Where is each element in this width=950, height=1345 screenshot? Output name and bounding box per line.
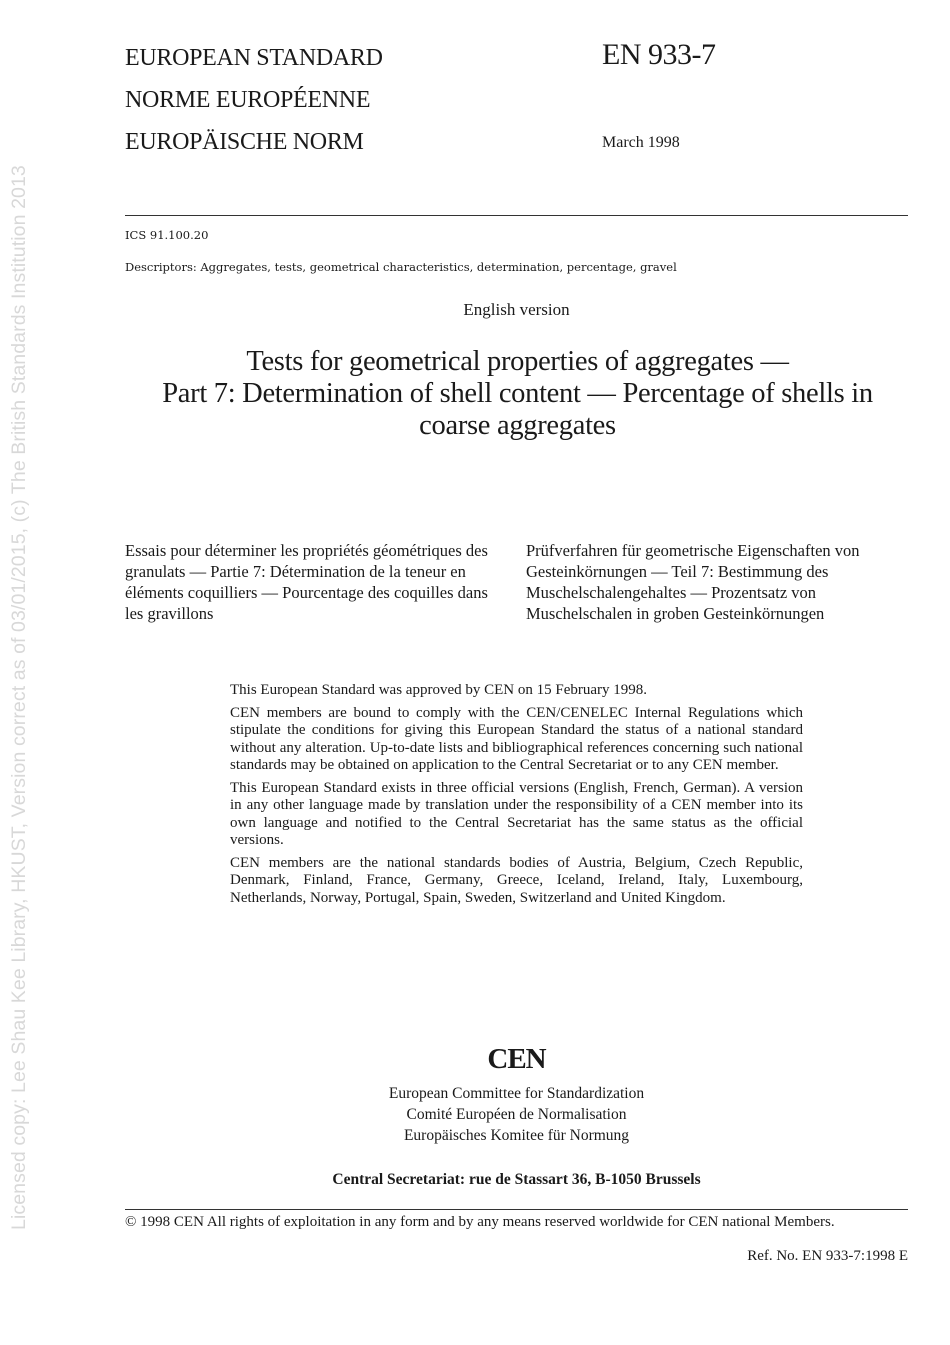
bottom-divider <box>125 1209 908 1210</box>
approval-notice <box>230 682 803 912</box>
reference-number: Ref. No. EN 933-7:1998 E <box>747 1248 908 1264</box>
secretariat-address: Central Secretariat: rue de Stassart 36, B-1050 Brussels <box>332 1171 701 1188</box>
standard-name-french: NORME EUROPÉENNE <box>125 87 371 113</box>
title-line-1: Tests for geometrical properties of aggregates — <box>246 346 789 377</box>
approval-paragraph: CEN members are bound to comply with the CEN/CENELEC Internal Regulations which stipulate the conditions for giving this European Standard the status of a national standard without any alteration. Up-to-date lists and bibliographical references concerning such national standards may be obtained on application to the Central Secretariat or to any CEN member. <box>230 704 803 773</box>
standard-name-german: EUROPÄISCHE NORM <box>125 129 364 155</box>
german-title: Prüfverfahren für geometrische Eigenschaften von Gesteinkörnungen — Teil 7: Bestimmung des Muschelschalengehaltes — Prozentsatz von Muschelschalen in groben Gesteinkörnungen <box>526 541 860 623</box>
title-line-3: coarse aggregates <box>419 410 616 441</box>
organization-names <box>0 1083 950 1146</box>
standard-name-english: EUROPEAN STANDARD <box>125 45 383 71</box>
french-title: Essais pour déterminer les propriétés géométriques des granulats — Partie 7: Détermination de la teneur en éléments coquilliers — Pourcentage des coquilles dans les gravillons <box>125 541 488 623</box>
approval-paragraph: This European Standard exists in three official versions (English, French, German). A version in any other language made by translation under the responsibility of a CEN member into its own language and notified to the Central Secretariat has the same status as the official versions. <box>230 779 803 848</box>
publication-date: March 1998 <box>602 134 680 151</box>
language-version: English version <box>463 300 570 319</box>
copyright-notice: © 1998 CEN All rights of exploitation in any form and by any means reserved worldwide for CEN national Members. <box>125 1214 835 1230</box>
organization-name-german: Europäisches Komitee für Normung <box>403 1127 630 1144</box>
license-watermark: Licensed copy: Lee Shau Kee Library, HKUST, Version correct as of 03/01/2015, (c) The British Standards Institution 2013 <box>8 165 30 1230</box>
descriptors: Descriptors: Aggregates, tests, geometrical characteristics, determination, percentage, gravel <box>125 260 677 274</box>
approval-paragraph: This European Standard was approved by CEN on 15 February 1998. <box>230 682 647 698</box>
title-line-2: Part 7: Determination of shell content — Percentage of shells in <box>162 378 873 409</box>
organization-name-french: Comité Européen de Normalisation <box>406 1106 627 1123</box>
top-divider <box>125 215 908 216</box>
ics-code: ICS 91.100.20 <box>125 228 209 242</box>
approval-paragraph: CEN members are the national standards bodies of Austria, Belgium, Czech Republic, Denmark, Finland, France, Germany, Greece, Iceland, Ireland, Italy, Luxembourg, Netherlands, Norway, Portugal, Spain, Sweden, Switzerland and United Kingdom. <box>230 854 803 906</box>
organization-name-english: European Committee for Standardization <box>388 1085 645 1102</box>
standard-number: EN 933-7 <box>602 38 716 71</box>
cen-logo: CEN <box>487 1043 546 1075</box>
document-title <box>140 346 895 442</box>
